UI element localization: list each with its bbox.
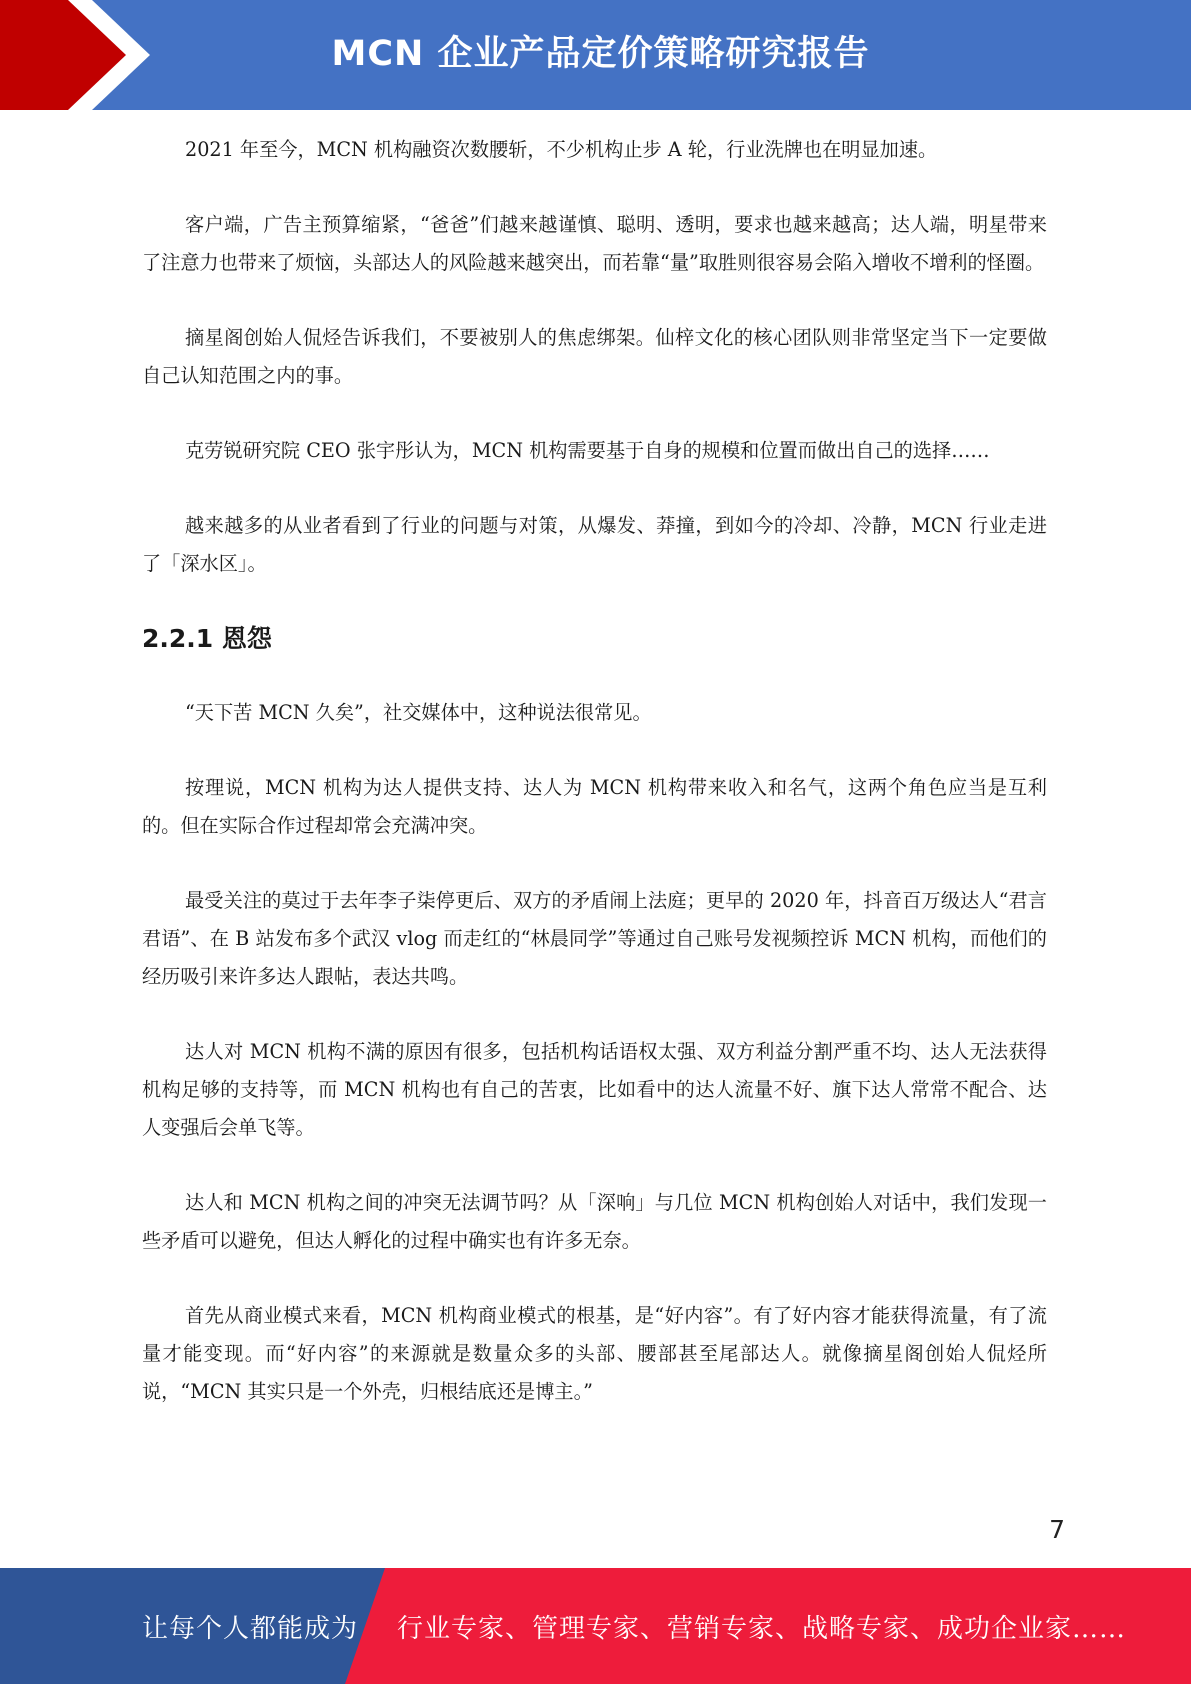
body-paragraph: 按理说，MCN 机构为达人提供支持、达人为 MCN 机构带来收入和名气，这两个角色应当是互利的。但在实际合作过程却常会充满冲突。 [142,776,1047,837]
footer-slogan-left: 让每个人都能成为 [142,1614,359,1644]
body-paragraph: 越来越多的从业者看到了行业的问题与对策，从爆发、莽撞，到如今的冷却、冷静，MCN 行业走进了「深水区」。 [142,514,1047,575]
page-header [0,0,1191,110]
body-paragraph: 首先从商业模式来看，MCN 机构商业模式的根基，是“好内容”。有了好内容才能获得流量，有了流量才能变现。而“好内容”的来源就是数量众多的头部、腰部甚至尾部达人。就像摘星阁创始人侃烃所说，“MCN 其实只是一个外壳，归根结底还是博主。” [142,1304,1047,1403]
body-paragraph: 客户端，广告主预算缩紧，“爸爸”们越来越谨慎、聪明、透明，要求也越来越高；达人端，明星带来了注意力也带来了烦恼，头部达人的风险越来越突出，而若靠“量”取胜则很容易会陷入增收不增利的怪圈。 [142,213,1047,274]
document-body [142,131,1047,1448]
section-heading: 2.2.1 恩怨 [142,624,272,653]
body-paragraph: 摘星阁创始人侃烃告诉我们，不要被别人的焦虑绑架。仙梓文化的核心团队则非常坚定当下一定要做自己认知范围之内的事。 [142,326,1047,387]
body-paragraph: 最受关注的莫过于去年李子柒停更后、双方的矛盾闹上法庭；更早的 2020 年，抖音百万级达人“君言君语”、在 B 站发布多个武汉 vlog 而走红的“林晨同学”等通过自己账号发视频控诉 MCN 机构，而他们的经历吸引来许多达人跟帖，表达共鸣。 [142,889,1047,988]
page-footer [0,1568,1191,1684]
body-paragraph: 2021 年至今，MCN 机构融资次数腰斩，不少机构止步 A 轮，行业洗牌也在明显加速。 [185,138,938,161]
body-paragraph: 克劳锐研究院 CEO 张宇彤认为，MCN 机构需要基于自身的规模和位置而做出自己的选择…… [185,439,990,462]
body-paragraph: 达人和 MCN 机构之间的冲突无法调节吗？从「深响」与几位 MCN 机构创始人对话中，我们发现一些矛盾可以避免，但达人孵化的过程中确实也有许多无奈。 [142,1191,1047,1252]
body-paragraph: 达人对 MCN 机构不满的原因有很多，包括机构话语权太强、双方利益分割严重不均、达人无法获得机构足够的支持等，而 MCN 机构也有自己的苦衷，比如看中的达人流量不好、旗下达人常常不配合、达人变强后会单飞等。 [142,1040,1047,1139]
footer-slogan-right: 行业专家、管理专家、营销专家、战略专家、成功企业家…… [397,1614,1127,1644]
header-title: MCN 企业产品定价策略研究报告 [331,34,870,74]
body-paragraph: “天下苦 MCN 久矣”，社交媒体中，这种说法很常见。 [185,701,652,724]
page-number: 7 [1049,1515,1065,1544]
